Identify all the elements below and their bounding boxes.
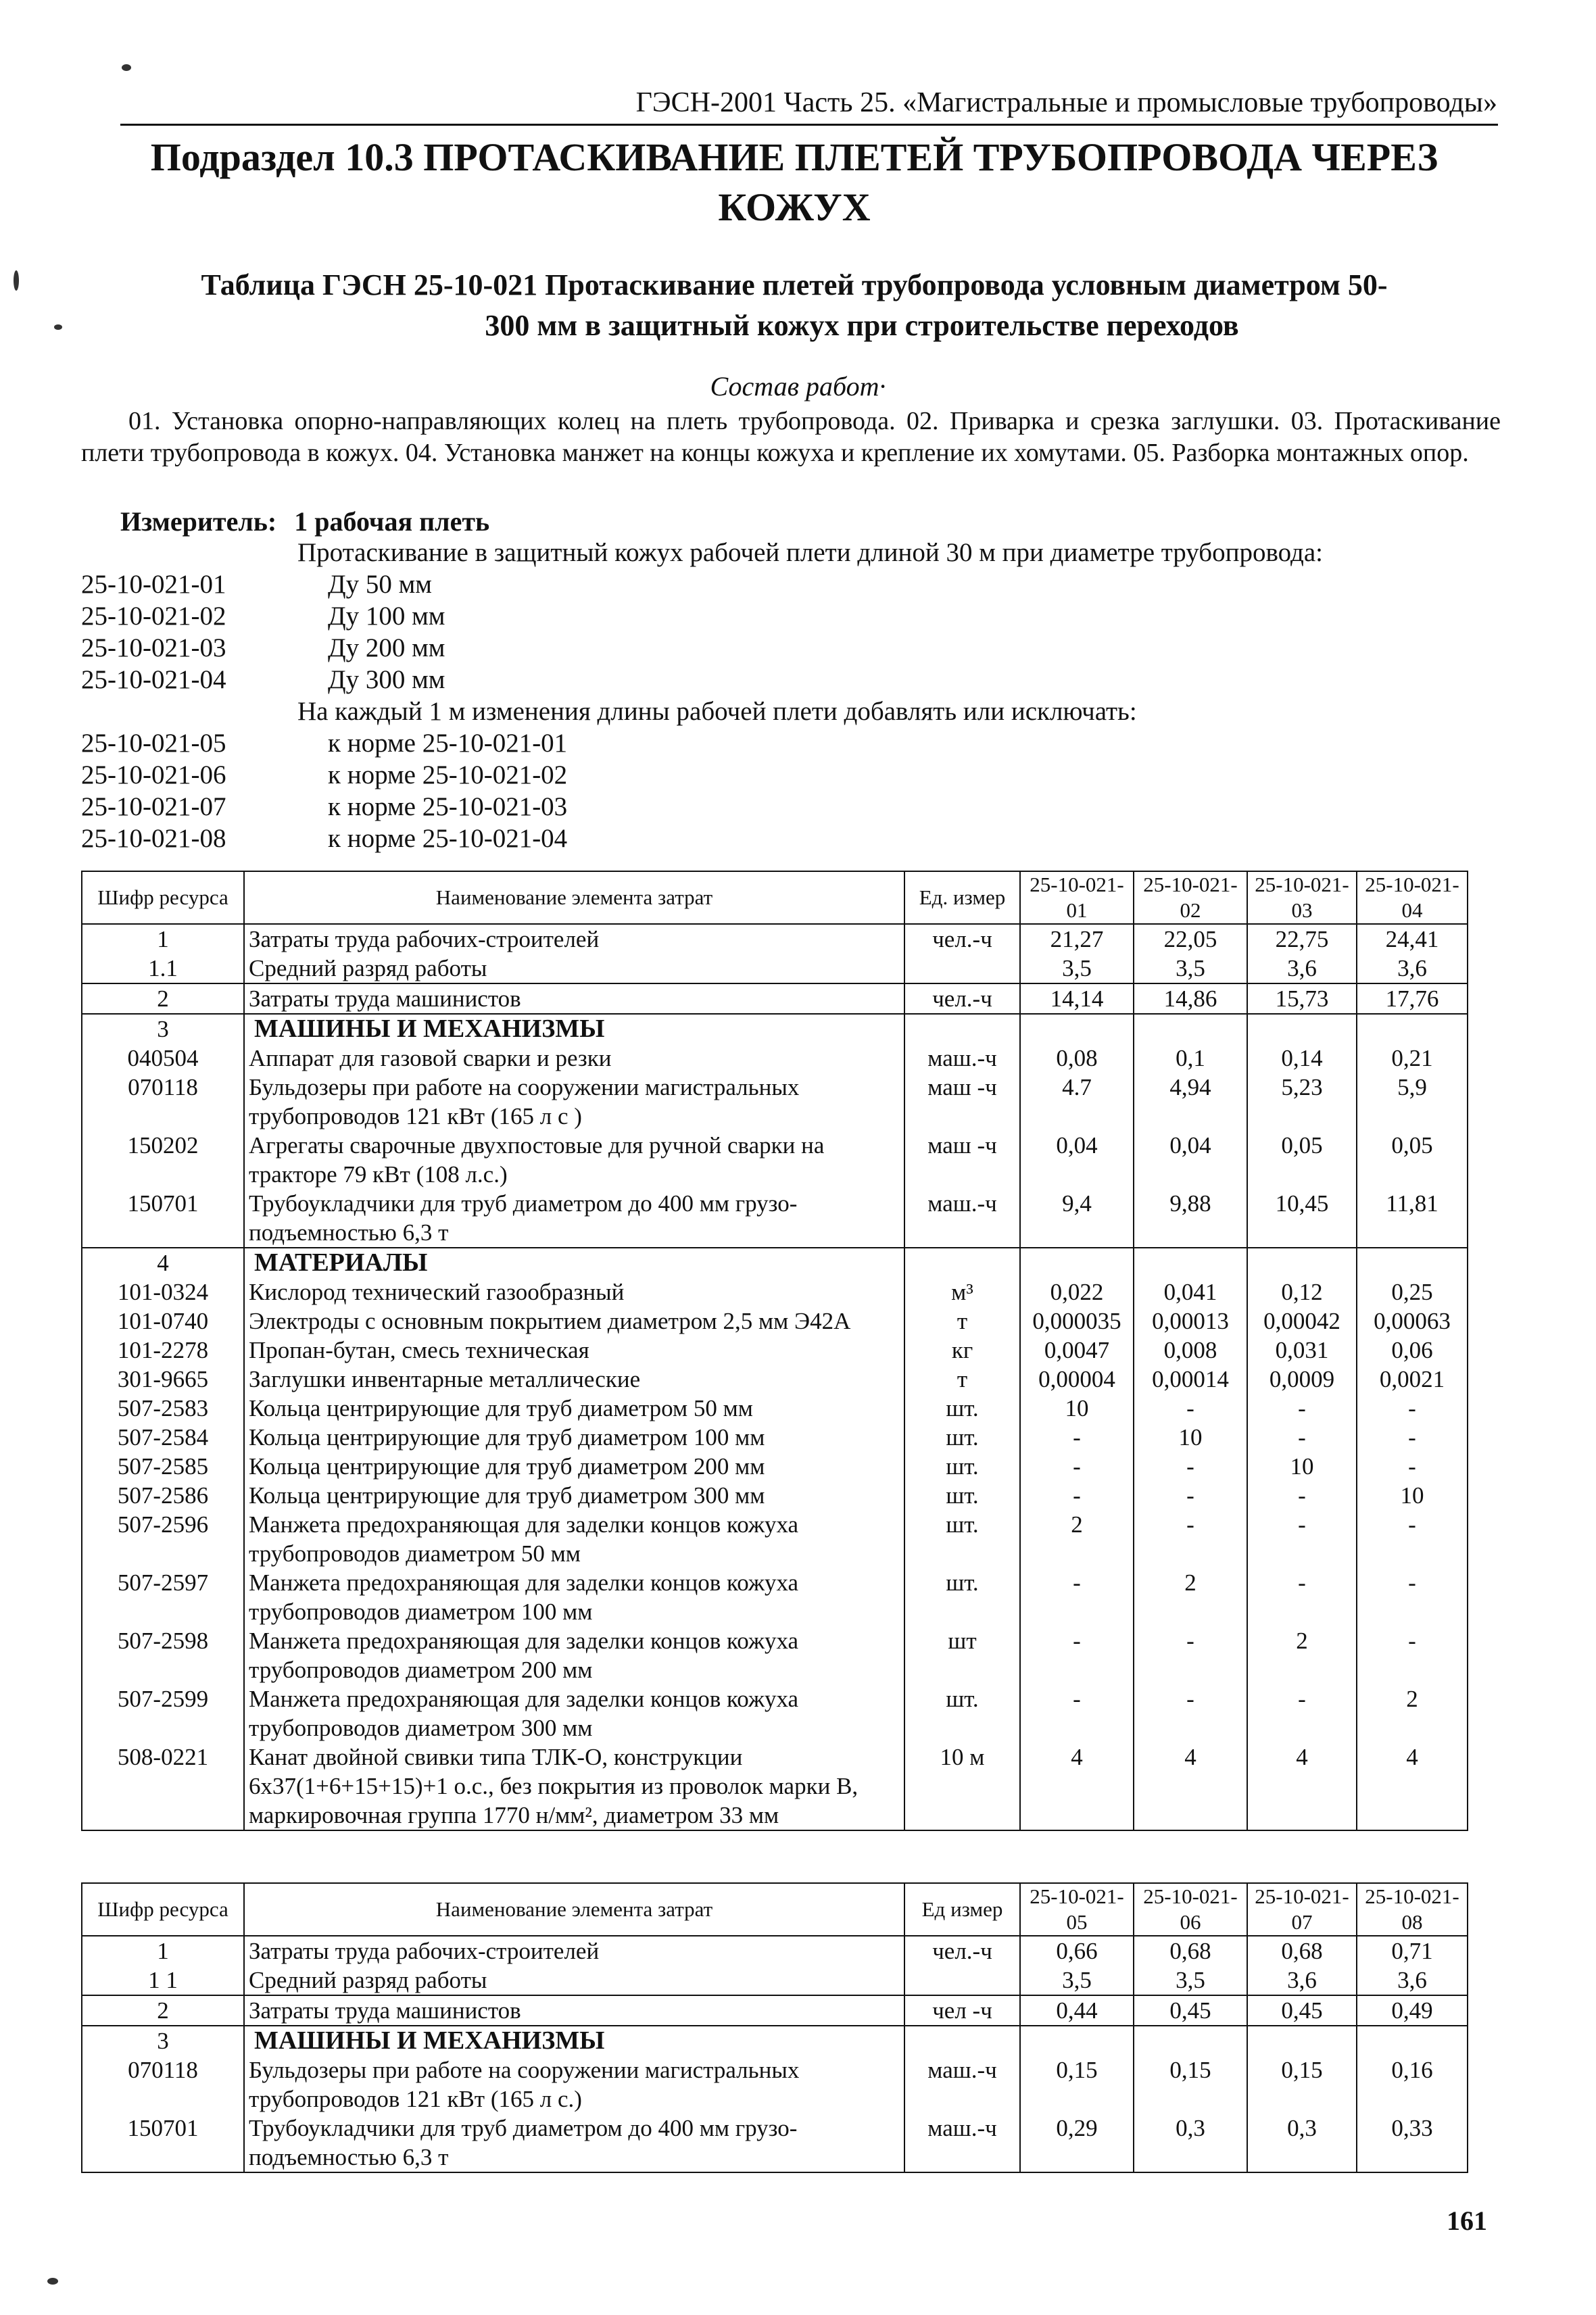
resource-code: 1 bbox=[82, 924, 244, 954]
table-row bbox=[82, 1743, 1468, 1830]
norm-value-cell: 0,00063 bbox=[1357, 1307, 1468, 1336]
norm-value-cell: 10 bbox=[1247, 1452, 1357, 1481]
norm-description: Ду 200 мм bbox=[328, 633, 445, 662]
norm-value-cell: 0,06 bbox=[1357, 1336, 1468, 1365]
norm-value-cell: 0,25 bbox=[1357, 1277, 1468, 1307]
norm-value-cell: 2 bbox=[1020, 1510, 1134, 1568]
cost-element-name: Манжета предохраняющая для заделки концов кожуха трубопроводов диаметром 200 мм bbox=[244, 1626, 904, 1684]
norm-value-cell: 0,031 bbox=[1247, 1336, 1357, 1365]
norm-value-cell: 0,041 bbox=[1134, 1277, 1247, 1307]
cost-element-name: Кольца центрирующие для труб диаметром 300 мм bbox=[244, 1481, 904, 1510]
norm-value-cell: - bbox=[1357, 1626, 1468, 1684]
norm-value-cell bbox=[1134, 2026, 1247, 2055]
norm-value-cell: 22,05 bbox=[1134, 924, 1247, 954]
norm-value-cell: 0,45 bbox=[1134, 1995, 1247, 2026]
norm-code: 25-10-021-07 bbox=[81, 792, 226, 821]
resource-code: 1.1 bbox=[82, 954, 244, 983]
norm-value-cell: 22,75 bbox=[1247, 924, 1357, 954]
table-header-row bbox=[82, 871, 1468, 924]
resource-code: 507-2598 bbox=[82, 1626, 244, 1684]
norm-value-cell: 0,12 bbox=[1247, 1277, 1357, 1307]
cost-element-name: Манжета предохраняющая для заделки концов кожуха трубопроводов диаметром 300 мм bbox=[244, 1684, 904, 1743]
cost-element-name: Кислород технический газообразный bbox=[244, 1277, 904, 1307]
norm-value-cell: 0,45 bbox=[1247, 1995, 1357, 2026]
cost-element-name: МАШИНЫ И МЕХАНИЗМЫ bbox=[244, 2026, 904, 2055]
norm-description: к норме 25-10-021-01 bbox=[328, 729, 568, 758]
cost-element-name: Бульдозеры при работе на сооружении магистральных трубопроводов 121 кВт (165 л с ) bbox=[244, 1073, 904, 1131]
resource-code: 3 bbox=[82, 1014, 244, 1044]
norm-row bbox=[81, 823, 1501, 854]
unit-cell: шт. bbox=[904, 1452, 1020, 1481]
resource-code: 4 bbox=[82, 1248, 244, 1277]
norm-value-cell: 10 bbox=[1020, 1394, 1134, 1423]
norm-value-cell: 0,15 bbox=[1247, 2055, 1357, 2114]
table-row bbox=[82, 1073, 1468, 1131]
norm-value-cell: 2 bbox=[1247, 1626, 1357, 1684]
norm-value-cell: 10 bbox=[1357, 1481, 1468, 1510]
resource-code: 2 bbox=[82, 983, 244, 1014]
unit-cell: м³ bbox=[904, 1277, 1020, 1307]
table-row bbox=[82, 1336, 1468, 1365]
table-title-line2: 300 мм в защитный кожух при строительстве переходов bbox=[485, 309, 1239, 342]
norm-value-cell: 0,000035 bbox=[1020, 1307, 1134, 1336]
norm-code: 25-10-021-04 bbox=[81, 665, 226, 694]
table-group-row bbox=[82, 2026, 1468, 2055]
scan-speck bbox=[54, 324, 62, 330]
norm-row bbox=[81, 600, 1501, 632]
scan-speck bbox=[122, 64, 131, 71]
norm-value-cell: 0,04 bbox=[1020, 1131, 1134, 1189]
resource-code: 1 1 bbox=[82, 1966, 244, 1995]
norm-value-cell: 0,29 bbox=[1020, 2114, 1134, 2172]
unit-cell: шт. bbox=[904, 1423, 1020, 1452]
norm-value-cell bbox=[1357, 1014, 1468, 1044]
cost-element-name: Канат двойной свивки типа ТЛК-О, конструкции 6х37(1+6+15+15)+1 о.с., без покрытия из проволок марки В, маркировочная группа 1770 н/мм², диаметром 33 мм bbox=[244, 1743, 904, 1830]
norm-value-cell: - bbox=[1247, 1510, 1357, 1568]
works-text: 01. Установка опорно-направляющих колец на плеть трубопровода. 02. Приварка и срезка заглушки. 03. Протаскивание плети трубопровода в кожух. 04. Установка манжет на концы кожуха и крепление их хомутами. 05. Разборка монтажных опор. bbox=[81, 407, 1501, 467]
norm-value-cell: 0,15 bbox=[1134, 2055, 1247, 2114]
norm-value-cell: 0,16 bbox=[1357, 2055, 1468, 2114]
unit-cell: маш.-ч bbox=[904, 2055, 1020, 2114]
norm-code: 25-10-021-06 bbox=[81, 760, 226, 789]
norm-value-cell: 0,68 bbox=[1134, 1936, 1247, 1966]
cost-element-name: Затраты труда рабочих-строителей bbox=[244, 924, 904, 954]
norm-value-cell: 0,1 bbox=[1134, 1044, 1247, 1073]
measure-line bbox=[120, 506, 507, 537]
norm-code: 25-10-021-01 bbox=[81, 570, 226, 599]
norm-value-cell: 0,022 bbox=[1020, 1277, 1134, 1307]
norm-value-cell bbox=[1247, 1248, 1357, 1277]
resource-code: 507-2596 bbox=[82, 1510, 244, 1568]
resource-code: 507-2597 bbox=[82, 1568, 244, 1626]
norm-value-cell bbox=[1357, 2026, 1468, 2055]
resource-code: 2 bbox=[82, 1995, 244, 2026]
table-title bbox=[81, 265, 1507, 346]
resource-code: 101-0324 bbox=[82, 1277, 244, 1307]
table-row bbox=[82, 1568, 1468, 1626]
norm-value-cell: - bbox=[1357, 1423, 1468, 1452]
norm-value-cell: - bbox=[1020, 1452, 1134, 1481]
norm-value-cell: - bbox=[1357, 1394, 1468, 1423]
cost-element-name: Аппарат для газовой сварки и резки bbox=[244, 1044, 904, 1073]
table-row bbox=[82, 1394, 1468, 1423]
norm-value-cell: - bbox=[1357, 1510, 1468, 1568]
header-rule bbox=[120, 124, 1498, 126]
resource-code: 507-2583 bbox=[82, 1394, 244, 1423]
norm-code: 25-10-021-05 bbox=[81, 729, 226, 758]
header-resource-code: Шифр ресурса bbox=[82, 871, 244, 924]
norm-value-cell: 0,00042 bbox=[1247, 1307, 1357, 1336]
norm-value-cell: 0,49 bbox=[1357, 1995, 1468, 2026]
table-row bbox=[82, 1044, 1468, 1073]
resource-code: 150701 bbox=[82, 2114, 244, 2172]
norm-value-cell: 10 bbox=[1134, 1423, 1247, 1452]
table-title-line1: Таблица ГЭСН 25-10-021 Протаскивание плетей трубопровода условным диаметром 50- bbox=[201, 268, 1388, 301]
norm-description: к норме 25-10-021-04 bbox=[328, 824, 568, 853]
norm-value-cell: 3,5 bbox=[1134, 954, 1247, 983]
norm-value-cell: - bbox=[1247, 1568, 1357, 1626]
norm-value-cell: 5,23 bbox=[1247, 1073, 1357, 1131]
cost-element-name: Средний разряд работы bbox=[244, 1966, 904, 1995]
cost-element-name: Затраты труда машинистов bbox=[244, 983, 904, 1014]
table-row bbox=[82, 1966, 1468, 1995]
page-number: 161 bbox=[1447, 2206, 1487, 2236]
norm-value-cell: 0,33 bbox=[1357, 2114, 1468, 2172]
norm-row bbox=[81, 664, 1501, 696]
norm-value-cell: 10,45 bbox=[1247, 1189, 1357, 1248]
cost-element-name: Средний разряд работы bbox=[244, 954, 904, 983]
norm-value-cell: 15,73 bbox=[1247, 983, 1357, 1014]
norm-value-cell bbox=[1247, 2026, 1357, 2055]
table-group-row bbox=[82, 1014, 1468, 1044]
norm-row bbox=[81, 759, 1501, 791]
resource-code: 3 bbox=[82, 2026, 244, 2055]
norm-value-cell: - bbox=[1134, 1394, 1247, 1423]
unit-cell: шт. bbox=[904, 1684, 1020, 1743]
header-norm-4: 25-10-021-08 bbox=[1357, 1883, 1468, 1936]
norm-value-cell bbox=[1020, 1014, 1134, 1044]
cost-element-name: Трубоукладчики для труб диаметром до 400 мм грузо-подъемностью 6,3 т bbox=[244, 2114, 904, 2172]
norm-value-cell: 0,008 bbox=[1134, 1336, 1247, 1365]
norm-value-cell: 4 bbox=[1247, 1743, 1357, 1830]
resource-table-1 bbox=[81, 871, 1468, 1831]
norm-value-cell: - bbox=[1247, 1684, 1357, 1743]
cost-element-name: МАТЕРИАЛЫ bbox=[244, 1248, 904, 1277]
table-row bbox=[82, 1307, 1468, 1336]
resource-code: 040504 bbox=[82, 1044, 244, 1073]
norm-value-cell: 0,66 bbox=[1020, 1936, 1134, 1966]
norm-value-cell: - bbox=[1134, 1452, 1247, 1481]
table-header-row bbox=[82, 1883, 1468, 1936]
norm-value-cell: 0,3 bbox=[1247, 2114, 1357, 2172]
resource-code: 507-2586 bbox=[82, 1481, 244, 1510]
running-header: ГЭСН-2001 Часть 25. «Магистральные и промысловые трубопроводы» bbox=[635, 87, 1497, 118]
norm-value-cell: - bbox=[1134, 1510, 1247, 1568]
table-row bbox=[82, 1277, 1468, 1307]
resource-table-2 bbox=[81, 1882, 1468, 2173]
norm-value-cell: 3,6 bbox=[1247, 954, 1357, 983]
header-unit: Ед измер bbox=[904, 1883, 1020, 1936]
norm-value-cell bbox=[1020, 2026, 1134, 2055]
table-row bbox=[82, 1481, 1468, 1510]
cost-element-name: Бульдозеры при работе на сооружении магистральных трубопроводов 121 кВт (165 л с.) bbox=[244, 2055, 904, 2114]
norm-description: Ду 100 мм bbox=[328, 602, 445, 631]
norm-row bbox=[81, 791, 1501, 823]
cost-element-name: Манжета предохраняющая для заделки концов кожуха трубопроводов диаметром 100 мм bbox=[244, 1568, 904, 1626]
norm-value-cell: 4 bbox=[1020, 1743, 1134, 1830]
norm-value-cell: 0,00014 bbox=[1134, 1365, 1247, 1394]
table-row bbox=[82, 1452, 1468, 1481]
table-row bbox=[82, 1626, 1468, 1684]
unit-cell: кг bbox=[904, 1336, 1020, 1365]
table-row bbox=[82, 1131, 1468, 1189]
norm-value-cell: 0,21 bbox=[1357, 1044, 1468, 1073]
resource-code: 101-2278 bbox=[82, 1336, 244, 1365]
norm-value-cell: 4,94 bbox=[1134, 1073, 1247, 1131]
norm-value-cell: - bbox=[1134, 1684, 1247, 1743]
norm-value-cell: 3,5 bbox=[1020, 954, 1134, 983]
norm-value-cell: - bbox=[1357, 1568, 1468, 1626]
table-row bbox=[82, 1510, 1468, 1568]
norm-value-cell: 0,04 bbox=[1134, 1131, 1247, 1189]
norm-value-cell: 4.7 bbox=[1020, 1073, 1134, 1131]
norm-value-cell: 21,27 bbox=[1020, 924, 1134, 954]
cost-element-name: Электроды с основным покрытием диаметром 2,5 мм Э42А bbox=[244, 1307, 904, 1336]
unit-cell bbox=[904, 1014, 1020, 1044]
norm-code: 25-10-021-08 bbox=[81, 824, 226, 853]
unit-cell: маш -ч bbox=[904, 1073, 1020, 1131]
norm-description: Ду 300 мм bbox=[328, 665, 445, 694]
norm-value-cell bbox=[1134, 1014, 1247, 1044]
norm-value-cell: - bbox=[1020, 1684, 1134, 1743]
norm-value-cell: 0,15 bbox=[1020, 2055, 1134, 2114]
norm-value-cell: - bbox=[1020, 1568, 1134, 1626]
table-row bbox=[82, 1423, 1468, 1452]
norm-description: к норме 25-10-021-02 bbox=[328, 760, 568, 789]
norm-value-cell: 0,0047 bbox=[1020, 1336, 1134, 1365]
norm-description: Ду 50 мм bbox=[328, 570, 432, 599]
resource-code: 150701 bbox=[82, 1189, 244, 1248]
norm-value-cell: 2 bbox=[1357, 1684, 1468, 1743]
cost-element-name: Манжета предохраняющая для заделки концов кожуха трубопроводов диаметром 50 мм bbox=[244, 1510, 904, 1568]
norm-group-1 bbox=[81, 568, 1501, 696]
resource-code: 150202 bbox=[82, 1131, 244, 1189]
cost-element-name: Кольца центрирующие для труб диаметром 50 мм bbox=[244, 1394, 904, 1423]
norm-value-cell: 0,05 bbox=[1357, 1131, 1468, 1189]
works-heading: Состав работ· bbox=[710, 371, 886, 401]
scan-speck bbox=[14, 270, 19, 291]
header-norm-1: 25-10-021-05 bbox=[1020, 1883, 1134, 1936]
resource-code: 070118 bbox=[82, 1073, 244, 1131]
norm-row bbox=[81, 568, 1501, 600]
header-norm-2: 25-10-021-02 bbox=[1134, 871, 1247, 924]
norm-caption-1: Протаскивание в защитный кожух рабочей плети длиной 30 м при диаметре трубопровода: bbox=[297, 538, 1323, 567]
unit-cell: чел.-ч bbox=[904, 1936, 1020, 1966]
norm-value-cell: 3,6 bbox=[1357, 1966, 1468, 1995]
subsection-title-line1: Подраздел 10.3 ПРОТАСКИВАНИЕ ПЛЕТЕЙ ТРУБОПРОВОДА ЧЕРЕЗ bbox=[150, 135, 1438, 179]
norm-value-cell: 0,3 bbox=[1134, 2114, 1247, 2172]
table-row bbox=[82, 2114, 1468, 2172]
norm-value-cell: - bbox=[1247, 1394, 1357, 1423]
table-row bbox=[82, 1189, 1468, 1248]
cost-element-name: Агрегаты сварочные двухпостовые для ручной сварки на тракторе 79 кВт (108 л.с.) bbox=[244, 1131, 904, 1189]
norm-list bbox=[81, 537, 1501, 854]
unit-cell bbox=[904, 954, 1020, 983]
norm-value-cell: 17,76 bbox=[1357, 983, 1468, 1014]
norm-value-cell: 4 bbox=[1134, 1743, 1247, 1830]
norm-caption-2: На каждый 1 м изменения длины рабочей плети добавлять или исключать: bbox=[297, 697, 1137, 726]
norm-value-cell: - bbox=[1247, 1481, 1357, 1510]
norm-value-cell: 0,05 bbox=[1247, 1131, 1357, 1189]
cost-element-name: Затраты труда машинистов bbox=[244, 1995, 904, 2026]
norm-row bbox=[81, 727, 1501, 759]
norm-value-cell: 0,00004 bbox=[1020, 1365, 1134, 1394]
norm-value-cell bbox=[1020, 1248, 1134, 1277]
header-norm-1: 25-10-021-01 bbox=[1020, 871, 1134, 924]
norm-value-cell: 3,6 bbox=[1247, 1966, 1357, 1995]
header-unit: Ед. измер bbox=[904, 871, 1020, 924]
norm-value-cell: 3,5 bbox=[1020, 1966, 1134, 1995]
unit-cell: шт. bbox=[904, 1394, 1020, 1423]
table-row bbox=[82, 1365, 1468, 1394]
norm-value-cell: 9,88 bbox=[1134, 1189, 1247, 1248]
subsection-title-line2: КОЖУХ bbox=[718, 185, 871, 229]
unit-cell: чел.-ч bbox=[904, 924, 1020, 954]
unit-cell: шт. bbox=[904, 1481, 1020, 1510]
unit-cell: маш.-ч bbox=[904, 1189, 1020, 1248]
unit-cell: шт. bbox=[904, 1568, 1020, 1626]
header-norm-3: 25-10-021-07 bbox=[1247, 1883, 1357, 1936]
norm-value-cell: 9,4 bbox=[1020, 1189, 1134, 1248]
header-norm-4: 25-10-021-04 bbox=[1357, 871, 1468, 924]
norm-value-cell bbox=[1134, 1248, 1247, 1277]
subsection-title bbox=[81, 132, 1507, 233]
norm-value-cell: 3,5 bbox=[1134, 1966, 1247, 1995]
cost-element-name: Кольца центрирующие для труб диаметром 100 мм bbox=[244, 1423, 904, 1452]
unit-cell: чел.-ч bbox=[904, 983, 1020, 1014]
resource-code: 507-2584 bbox=[82, 1423, 244, 1452]
norm-value-cell: 14,86 bbox=[1134, 983, 1247, 1014]
norm-value-cell: 4 bbox=[1357, 1743, 1468, 1830]
cost-element-name: Пропан-бутан, смесь техническая bbox=[244, 1336, 904, 1365]
resource-code: 507-2585 bbox=[82, 1452, 244, 1481]
unit-cell: маш.-ч bbox=[904, 1044, 1020, 1073]
unit-cell: чел -ч bbox=[904, 1995, 1020, 2026]
cost-element-name: МАШИНЫ И МЕХАНИЗМЫ bbox=[244, 1014, 904, 1044]
cost-element-name: Заглушки инвентарные металлические bbox=[244, 1365, 904, 1394]
unit-cell: т bbox=[904, 1307, 1020, 1336]
table-row bbox=[82, 954, 1468, 983]
resource-code: 101-0740 bbox=[82, 1307, 244, 1336]
norm-value-cell: - bbox=[1247, 1423, 1357, 1452]
norm-value-cell: 2 bbox=[1134, 1568, 1247, 1626]
table-row bbox=[82, 2055, 1468, 2114]
norm-value-cell: 0,0009 bbox=[1247, 1365, 1357, 1394]
resource-code: 508-0221 bbox=[82, 1743, 244, 1830]
table-row bbox=[82, 1995, 1468, 2026]
norm-value-cell: 5,9 bbox=[1357, 1073, 1468, 1131]
unit-cell bbox=[904, 2026, 1020, 2055]
table-row bbox=[82, 924, 1468, 954]
header-resource-code: Шифр ресурса bbox=[82, 1883, 244, 1936]
resource-code: 070118 bbox=[82, 2055, 244, 2114]
scan-speck bbox=[47, 2278, 58, 2285]
unit-cell bbox=[904, 1248, 1020, 1277]
resource-code: 1 bbox=[82, 1936, 244, 1966]
norm-group-2 bbox=[81, 727, 1501, 854]
unit-cell: шт. bbox=[904, 1510, 1020, 1568]
unit-cell bbox=[904, 1966, 1020, 1995]
norm-value-cell: 0,44 bbox=[1020, 1995, 1134, 2026]
norm-value-cell: - bbox=[1020, 1423, 1134, 1452]
table-group-row bbox=[82, 1248, 1468, 1277]
header-norm-3: 25-10-021-03 bbox=[1247, 871, 1357, 924]
measure-label: Измеритель: bbox=[120, 506, 277, 537]
unit-cell: 10 м bbox=[904, 1743, 1020, 1830]
norm-value-cell: 3,6 bbox=[1357, 954, 1468, 983]
norm-value-cell: 0,00013 bbox=[1134, 1307, 1247, 1336]
norm-value-cell: - bbox=[1020, 1481, 1134, 1510]
unit-cell: маш.-ч bbox=[904, 2114, 1020, 2172]
header-cost-element: Наименование элемента затрат bbox=[244, 1883, 904, 1936]
unit-cell: т bbox=[904, 1365, 1020, 1394]
cost-element-name: Затраты труда рабочих-строителей bbox=[244, 1936, 904, 1966]
norm-value-cell: 24,41 bbox=[1357, 924, 1468, 954]
norm-value-cell: - bbox=[1134, 1481, 1247, 1510]
unit-cell: маш -ч bbox=[904, 1131, 1020, 1189]
norm-value-cell: - bbox=[1020, 1626, 1134, 1684]
table-row bbox=[82, 983, 1468, 1014]
norm-value-cell: 14,14 bbox=[1020, 983, 1134, 1014]
norm-value-cell: 0,14 bbox=[1247, 1044, 1357, 1073]
table-row bbox=[82, 1684, 1468, 1743]
norm-code: 25-10-021-03 bbox=[81, 633, 226, 662]
norm-value-cell bbox=[1357, 1248, 1468, 1277]
norm-value-cell bbox=[1247, 1014, 1357, 1044]
norm-code: 25-10-021-02 bbox=[81, 602, 226, 631]
norm-value-cell: 0,68 bbox=[1247, 1936, 1357, 1966]
resource-code: 301-9665 bbox=[82, 1365, 244, 1394]
norm-row bbox=[81, 632, 1501, 664]
norm-description: к норме 25-10-021-03 bbox=[328, 792, 568, 821]
norm-value-cell: - bbox=[1357, 1452, 1468, 1481]
norm-value-cell: 0,0021 bbox=[1357, 1365, 1468, 1394]
header-norm-2: 25-10-021-06 bbox=[1134, 1883, 1247, 1936]
measure-value: 1 рабочая плеть bbox=[294, 506, 490, 537]
cost-element-name: Трубоукладчики для труб диаметром до 400 мм грузо-подъемностью 6,3 т bbox=[244, 1189, 904, 1248]
unit-cell: шт bbox=[904, 1626, 1020, 1684]
cost-element-name: Кольца центрирующие для труб диаметром 200 мм bbox=[244, 1452, 904, 1481]
header-cost-element: Наименование элемента затрат bbox=[244, 871, 904, 924]
norm-value-cell: - bbox=[1134, 1626, 1247, 1684]
table-row bbox=[82, 1936, 1468, 1966]
norm-value-cell: 11,81 bbox=[1357, 1189, 1468, 1248]
norm-value-cell: 0,71 bbox=[1357, 1936, 1468, 1966]
norm-value-cell: 0,08 bbox=[1020, 1044, 1134, 1073]
resource-code: 507-2599 bbox=[82, 1684, 244, 1743]
